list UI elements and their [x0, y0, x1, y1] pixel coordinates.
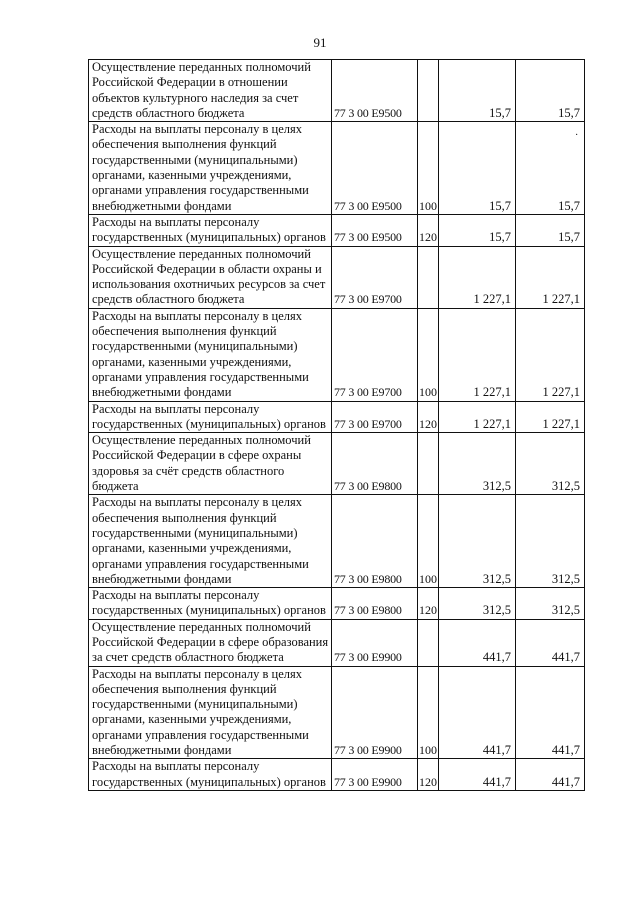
row-code-cell: 77 3 00 E9900: [332, 666, 418, 759]
row-expense-type-cell: 120: [418, 759, 439, 791]
row-value-2-cell: 441,7: [516, 619, 585, 666]
row-name-cell: Осуществление переданных полномочий Российской Федерации в сфере охраны здоровья за счёт средств областного бюджета: [89, 433, 332, 495]
row-code-cell: 77 3 00 E9500: [332, 60, 418, 122]
table-row: [89, 308, 585, 401]
row-expense-type-cell: [418, 246, 439, 308]
row-name-cell: Расходы на выплаты персоналу в целях обеспечения выполнения функций государственными (муниципальными) органами, казенными учреждениями, органами управления государственными внебюджетными фондами: [89, 122, 332, 215]
row-value-1-cell: 1 227,1: [439, 246, 516, 308]
row-value-1-cell: 441,7: [439, 759, 516, 791]
row-name-cell: Расходы на выплаты персоналу в целях обеспечения выполнения функций государственными (муниципальными) органами, казенными учреждениями, органами управления государственными внебюджетными фондами: [89, 666, 332, 759]
row-expense-type-cell: 120: [418, 401, 439, 433]
page-number: 91: [313, 35, 327, 50]
row-code-cell: 77 3 00 E9800: [332, 433, 418, 495]
row-value-2-cell: 312,5: [516, 588, 585, 620]
row-name-cell: Расходы на выплаты персоналу в целях обеспечения выполнения функций государственными (муниципальными) органами, казенными учреждениями, органами управления государственными внебюджетными фондами: [89, 308, 332, 401]
row-code-cell: 77 3 00 E9800: [332, 588, 418, 620]
row-value-2-cell: 312,5: [516, 433, 585, 495]
budget-table: [88, 59, 585, 791]
row-expense-type-cell: 100: [418, 122, 439, 215]
row-value-1-cell: 1 227,1: [439, 401, 516, 433]
row-name-cell: Осуществление переданных полномочий Российской Федерации в отношении объектов культурного наследия за счет средств областного бюджета: [89, 60, 332, 122]
row-expense-type-cell: 120: [418, 214, 439, 246]
table-row: [89, 495, 585, 588]
table-row: [89, 214, 585, 246]
row-code-cell: 77 3 00 E9700: [332, 308, 418, 401]
row-value-1-cell: 1 227,1: [439, 308, 516, 401]
row-expense-type-cell: [418, 433, 439, 495]
table-row: [89, 759, 585, 791]
row-value-2-cell: 441,7: [516, 666, 585, 759]
row-name-cell: Расходы на выплаты персоналу государственных (муниципальных) органов: [89, 401, 332, 433]
table-row: [89, 122, 585, 215]
row-code-cell: 77 3 00 E9500: [332, 122, 418, 215]
row-code-cell: 77 3 00 E9500: [332, 214, 418, 246]
row-value-2-cell: 312,5: [516, 495, 585, 588]
row-value-1-cell: 312,5: [439, 433, 516, 495]
row-value-2-cell: 441,7: [516, 759, 585, 791]
table-row: [89, 60, 585, 122]
row-name-cell: Расходы на выплаты персоналу государственных (муниципальных) органов: [89, 759, 332, 791]
row-name-cell: Расходы на выплаты персоналу государственных (муниципальных) органов: [89, 214, 332, 246]
row-value-1-cell: 15,7: [439, 122, 516, 215]
row-name-cell: Осуществление переданных полномочий Российской Федерации в области охраны и использования охотничьих ресурсов за счет средств областного бюджета: [89, 246, 332, 308]
row-value-1-cell: 312,5: [439, 495, 516, 588]
row-name-cell: Расходы на выплаты персоналу в целях обеспечения выполнения функций государственными (муниципальными) органами, казенными учреждениями, органами управления государственными внебюджетными фондами: [89, 495, 332, 588]
row-value-1-cell: 15,7: [439, 60, 516, 122]
row-expense-type-cell: 120: [418, 588, 439, 620]
table-row: [89, 588, 585, 620]
table-row: [89, 619, 585, 666]
row-value-2-cell: 15,7: [516, 214, 585, 246]
table-row: [89, 666, 585, 759]
table-row: [89, 246, 585, 308]
row-expense-type-cell: [418, 60, 439, 122]
row-code-cell: 77 3 00 E9800: [332, 495, 418, 588]
row-code-cell: 77 3 00 E9900: [332, 619, 418, 666]
row-expense-type-cell: 100: [418, 666, 439, 759]
row-value-2-cell: 15,7: [516, 122, 585, 215]
row-name-cell: Осуществление переданных полномочий Российской Федерации в сфере образования за счет средств областного бюджета: [89, 619, 332, 666]
row-code-cell: 77 3 00 E9700: [332, 401, 418, 433]
row-expense-type-cell: [418, 619, 439, 666]
row-value-2-cell: 15,7: [516, 60, 585, 122]
row-value-1-cell: 15,7: [439, 214, 516, 246]
row-value-1-cell: 312,5: [439, 588, 516, 620]
row-expense-type-cell: 100: [418, 308, 439, 401]
row-expense-type-cell: 100: [418, 495, 439, 588]
row-value-1-cell: 441,7: [439, 619, 516, 666]
row-value-2-cell: 1 227,1: [516, 401, 585, 433]
row-code-cell: 77 3 00 E9700: [332, 246, 418, 308]
table-row: [89, 401, 585, 433]
row-value-1-cell: 441,7: [439, 666, 516, 759]
table-row: [89, 433, 585, 495]
budget-table-body: [89, 60, 585, 791]
stray-mark: ·: [575, 130, 579, 141]
row-code-cell: 77 3 00 E9900: [332, 759, 418, 791]
row-value-2-cell: 1 227,1: [516, 308, 585, 401]
row-name-cell: Расходы на выплаты персоналу государственных (муниципальных) органов: [89, 588, 332, 620]
row-value-2-cell: 1 227,1: [516, 246, 585, 308]
